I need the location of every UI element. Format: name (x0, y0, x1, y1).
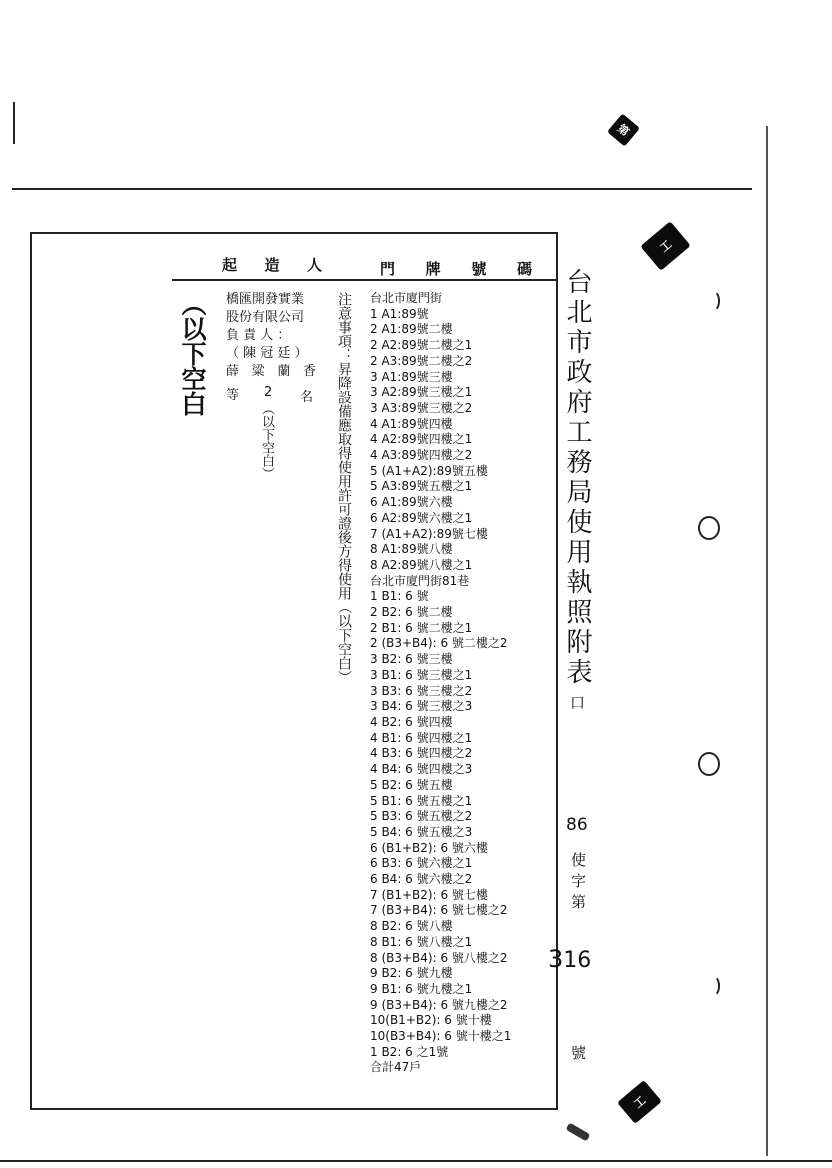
header-rule (172, 279, 556, 281)
bottom-rule (0, 1160, 832, 1162)
below-blank-large: （以下空白 (178, 291, 207, 416)
address-row: 5 A3:89號五樓之1 (370, 479, 473, 494)
address-row: 3 A1:89號三樓 (370, 369, 453, 384)
address-list (370, 291, 554, 1076)
license-number-digit1: 3 (548, 945, 564, 973)
responsible-name: （ 陳 冠 廷 ） (226, 346, 308, 361)
right-page-edge (766, 126, 768, 1156)
address-row: 6 B3: 6 號六樓之1 (370, 856, 473, 871)
address-row: 4 B2: 6 號四樓 (370, 714, 453, 729)
stamp-bottom: 工 (617, 1080, 662, 1124)
binder-hole-2 (698, 752, 720, 776)
address-row: 4 B1: 6 號四樓之1 (370, 730, 473, 745)
address-row: 台北市廈門街81巷 (370, 573, 470, 588)
address-row: 合計47戶 (370, 1060, 422, 1075)
address-row: 2 B2: 6 號二樓 (370, 605, 453, 620)
license-number (548, 945, 591, 973)
address-row: 9 B1: 6 號九樓之1 (370, 981, 473, 996)
binder-mark-2 (706, 975, 720, 997)
address-row: 3 B1: 6 號三樓之1 (370, 667, 473, 682)
address-row: 台北市廈門街 (370, 291, 443, 305)
stamp-middle: 工 (640, 221, 690, 271)
table-left-border (30, 232, 32, 1110)
company-line-2: 股份有限公司 (226, 310, 305, 325)
address-row: 5 B2: 6 號五樓 (370, 777, 453, 792)
license-year: 86 (566, 815, 588, 835)
address-row: 8 B2: 6 號八樓 (370, 919, 453, 934)
address-row: 2 A2:89號二樓之1 (370, 338, 473, 353)
note-text: 注意事項：昇降設備應取得使用許可證後方得使用（以下空白） (336, 292, 352, 684)
address-row: 7 (B3+B4): 6 號七樓之2 (370, 903, 508, 918)
table-bottom-border (30, 1108, 558, 1110)
address-row: 5 B1: 6 號五樓之1 (370, 793, 473, 808)
table-right-border (556, 232, 558, 1110)
address-row: 2 A1:89號二樓 (370, 322, 453, 337)
stamp-bottom-2 (566, 1123, 591, 1142)
title-mark: 口 (570, 694, 586, 712)
address-row: 6 (B1+B2): 6 號六樓 (370, 840, 488, 855)
address-row: 7 (A1+A2):89號七樓 (370, 526, 488, 541)
address-row: 4 B3: 6 號四樓之2 (370, 746, 473, 761)
address-row: 4 B4: 6 號四樓之3 (370, 762, 473, 777)
address-row: 8 B1: 6 號八樓之1 (370, 934, 473, 949)
address-row: 1 B1: 6 號 (370, 589, 429, 604)
address-row: 9 B2: 6 號九樓 (370, 966, 453, 981)
license-suffix: 號 (571, 1044, 587, 1062)
license-number-rest: 16 (563, 948, 592, 973)
persons-prefix: 等 (226, 388, 240, 403)
builder-header: 起 造 人 (222, 256, 322, 274)
address-row: 10(B3+B4): 6 號十樓之1 (370, 1029, 512, 1044)
address-row: 8 (B3+B4): 6 號八樓之2 (370, 950, 508, 965)
address-row: 6 A1:89號六樓 (370, 495, 453, 510)
table-top-border (30, 232, 558, 234)
below-blank-small: （以下空白） (259, 402, 274, 480)
address-row: 10(B1+B2): 6 號十樓 (370, 1013, 492, 1028)
top-rule (12, 188, 752, 190)
address-row: 6 B4: 6 號六樓之2 (370, 872, 473, 887)
left-margin-mark (13, 102, 15, 144)
address-row: 1 B2: 6 之1號 (370, 1044, 449, 1059)
address-row: 3 B4: 6 號三樓之3 (370, 699, 473, 714)
address-row: 3 B2: 6 號三樓 (370, 652, 453, 667)
address-row: 2 A3:89號二樓之2 (370, 353, 473, 368)
persons-suffix: 名 (300, 390, 314, 405)
address-row: 5 (A1+A2):89號五樓 (370, 463, 488, 478)
binder-mark-1 (706, 290, 720, 312)
address-row: 2 (B3+B4): 6 號二樓之2 (370, 636, 508, 651)
address-row: 4 A1:89號四樓 (370, 416, 453, 431)
address-row: 3 B3: 6 號三樓之2 (370, 683, 473, 698)
persons-count: 2 (264, 385, 273, 400)
persons-line: 薛 粱 蘭 香 (226, 364, 316, 379)
address-header: 門 牌 號 碼 (380, 260, 532, 278)
binder-hole-1 (698, 516, 720, 540)
address-row: 8 A2:89號八樓之1 (370, 557, 473, 572)
address-row: 8 A1:89號八樓 (370, 542, 453, 557)
company-line-1: 橋匯開發實業 (226, 292, 305, 307)
stamp-top: 第 (607, 113, 640, 146)
address-row: 3 A3:89號三樓之2 (370, 400, 473, 415)
address-row: 7 (B1+B2): 6 號七樓 (370, 887, 488, 902)
address-row: 3 A2:89號三樓之1 (370, 385, 473, 400)
address-row: 6 A2:89號六樓之1 (370, 510, 473, 525)
builder-company (226, 291, 316, 381)
address-row: 5 B4: 6 號五樓之3 (370, 824, 473, 839)
responsible-line: 負 責 人 ： (226, 328, 291, 343)
license-prefix: 使字第 (569, 852, 587, 915)
address-row: 1 A1:89號 (370, 306, 429, 321)
license-title: 台北市政府工務局使用執照附表 (562, 268, 592, 688)
address-row: 4 A2:89號四樓之1 (370, 432, 473, 447)
address-row: 2 B1: 6 號二樓之1 (370, 620, 473, 635)
address-row: 4 A3:89號四樓之2 (370, 448, 473, 463)
address-row: 5 B3: 6 號五樓之2 (370, 809, 473, 824)
address-row: 9 (B3+B4): 6 號九樓之2 (370, 997, 508, 1012)
